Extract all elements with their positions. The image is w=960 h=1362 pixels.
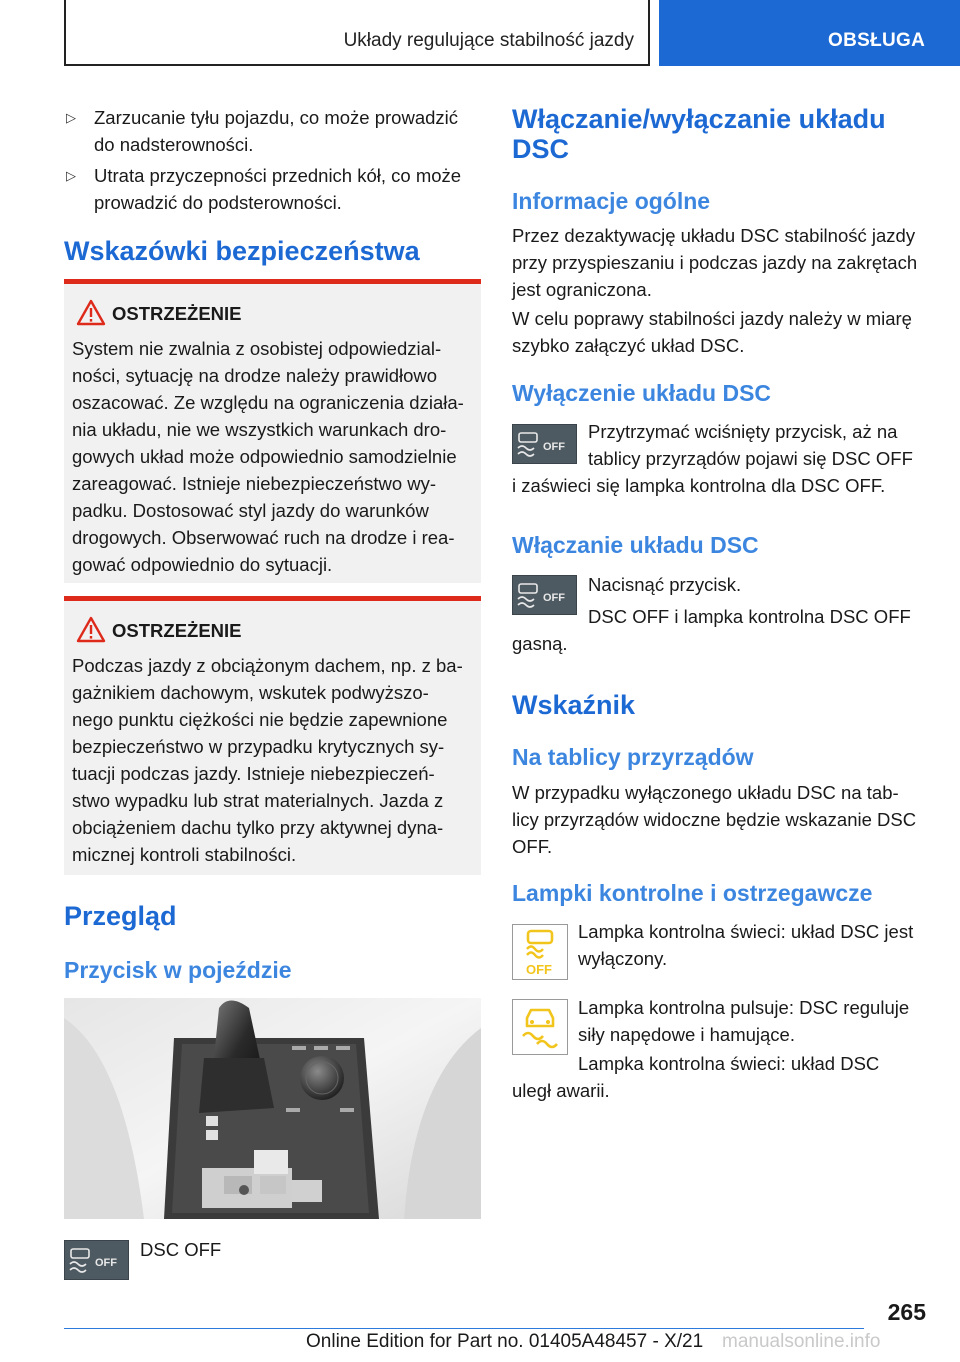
safety-heading: Wskazówki bezpieczeństwa: [64, 236, 420, 266]
center-console-photo: [64, 998, 481, 1219]
warning-line: bezpieczeństwo w przypadku krytycznych sy-: [72, 736, 445, 757]
main-heading-line-2: DSC: [512, 134, 570, 164]
dsc-off-lamp-icon: [512, 924, 568, 980]
text-line: licy przyrządów widoczne będzie wskazanie DSC: [512, 809, 917, 830]
warning-line: gowych układ może odpowiednio samodzielnie: [72, 446, 457, 467]
text-line: jest ograniczona.: [512, 279, 652, 300]
warning-line: ności, sytuację na drodze należy prawidłowo: [72, 365, 438, 386]
button-heading: Przycisk w pojeździe: [64, 957, 292, 983]
lamp-2-text-b-line-2: uległ awarii.: [512, 1080, 610, 1101]
header-section-tab: [659, 0, 960, 66]
text-line: W przypadku wyłączonego układu DSC na tab-: [512, 782, 899, 803]
disable-text-line-1: Przytrzymać wciśnięty przycisk, aż na: [588, 421, 898, 442]
warning-line: oszacować. Ze względu na ograniczenia działa-: [72, 392, 464, 413]
lamp-2-text-b-line-1: Lampka kontrolna świeci: układ DSC: [578, 1053, 880, 1074]
text-line: Przez dezaktywację układu DSC stabilność jazdy: [512, 225, 916, 246]
off-text-icon: OFF: [543, 441, 565, 453]
warning-box-1: [64, 279, 481, 583]
warning-line: micznej kontroli stabilności.: [72, 844, 297, 865]
off-text-icon: OFF: [543, 592, 565, 604]
bullet-1-line-1: Zarzucanie tyłu pojazdu, co może prowadzić: [94, 107, 459, 128]
warning-text: [72, 335, 464, 578]
text-line: W celu poprawy stabilności jazdy należy w miarę: [512, 308, 912, 329]
warning-line: tuacji podczas jazdy. Istnieje niebezpieczeń-: [72, 763, 435, 784]
edition-text: Online Edition for Part no. 01405A48457 - X/21: [306, 1331, 704, 1352]
general-info-heading: Informacje ogólne: [512, 188, 711, 214]
dsc-off-button-icon: [64, 1240, 129, 1280]
warning-line: nia układu, nie we wszystkich warunkach dro-: [72, 419, 447, 440]
warning-line: stwo wypadku lub strat materialnych. Jazda z: [72, 790, 444, 811]
header-chapter-box: [64, 0, 650, 66]
disable-text-line-2: tablicy przyrządów pojawi się DSC OFF: [588, 448, 913, 469]
watermark: manualsonline.info: [722, 1331, 881, 1352]
text-line: Lampka kontrolna świeci: układ DSC jest: [578, 921, 914, 942]
dsc-off-button-icon: [512, 575, 577, 615]
bullet-triangle-icon: ▷: [66, 168, 76, 183]
indicator-heading: Wskaźnik: [512, 690, 636, 720]
bullet-1-line-2: do nadsterowności.: [94, 134, 254, 155]
enable-dsc-heading: Włączanie układu DSC: [512, 532, 759, 558]
warning-bar: [64, 279, 481, 284]
lamp-2-text-a: [578, 994, 909, 1048]
bullet-2-line-2: prowadzić do podsterowności.: [94, 192, 342, 213]
footer-divider: [64, 1328, 864, 1329]
page-number: 265: [887, 1299, 926, 1325]
bullet-triangle-icon: ▷: [66, 110, 76, 125]
disable-text-line-3: i zaświeci się lampka kontrolna dla DSC OFF.: [512, 475, 886, 496]
warning-line: obciążeniem dachu tylko przy aktywnej dyna-: [72, 817, 444, 838]
bullet-item-1: [94, 104, 458, 158]
warning-text: [72, 652, 463, 868]
text-line: szybko załączyć układ DSC.: [512, 335, 745, 356]
text-line: OFF.: [512, 836, 553, 857]
warning-triangle-icon: [76, 299, 106, 326]
warning-title: OSTRZEŻENIE: [112, 620, 242, 641]
warning-line: nego punktu ciężkości nie będzie zapewnione: [72, 709, 448, 730]
text-line: siły napędowe i hamujące.: [578, 1024, 795, 1045]
off-text-icon: OFF: [526, 962, 552, 977]
section-title: OBSŁUGA: [828, 30, 926, 51]
chapter-title: Układy regulujące stabilność jazdy: [343, 30, 634, 51]
instrument-panel-heading: Na tablicy przyrządów: [512, 744, 754, 770]
bullet-item-2: [94, 162, 461, 216]
warning-line: zareagować. Istnieje niebezpieczeństwo wy-: [72, 473, 437, 494]
warning-title: OSTRZEŻENIE: [112, 303, 242, 324]
overview-heading: Przegląd: [64, 901, 177, 931]
text-line: Lampka kontrolna pulsuje: DSC reguluje: [578, 997, 910, 1018]
bullet-2-line-1: Utrata przyczepności przednich kół, co może: [94, 165, 462, 186]
general-info-paragraph-1: [512, 222, 917, 303]
disable-dsc-heading: Wyłączenie układu DSC: [512, 380, 772, 406]
warning-bar: [64, 596, 481, 601]
instrument-panel-text: [512, 779, 916, 860]
enable-text-1: Nacisnąć przycisk.: [588, 574, 742, 595]
main-heading-line-1: Włączanie/wyłączanie układu: [512, 104, 886, 134]
enable-text-2-line-1: DSC OFF i lampka kontrolna DSC OFF: [588, 606, 911, 627]
warning-line: padku. Dostosować styl jazdy do warunków: [72, 500, 429, 521]
warning-line: drogowych. Obserwować ruch na drodze i rea-: [72, 527, 455, 548]
text-line: przy przyspieszaniu i podczas jazdy na zakrętach: [512, 252, 918, 273]
dsc-off-button-icon: [512, 424, 577, 464]
warning-triangle-icon: [76, 616, 106, 643]
general-info-paragraph-2: [512, 305, 912, 359]
warning-line: gować odpowiednio do sytuacji.: [72, 554, 333, 575]
lamp-1-text: [578, 918, 913, 972]
dsc-active-lamp-icon: [512, 999, 568, 1055]
dsc-off-caption: DSC OFF: [140, 1239, 222, 1260]
main-heading: [512, 104, 886, 164]
warning-box-2: [64, 596, 481, 875]
warning-line: System nie zwalnia z osobistej odpowiedzial-: [72, 338, 442, 359]
warning-lamps-heading: Lampki kontrolne i ostrzegawcze: [512, 880, 873, 906]
off-text-icon: OFF: [95, 1257, 117, 1269]
warning-line: gażnikiem dachowym, wskutek podwyższo-: [72, 682, 429, 703]
text-line: wyłączony.: [578, 948, 668, 969]
enable-text-2-line-2: gasną.: [512, 633, 568, 654]
warning-line: Podczas jazdy z obciążonym dachem, np. z ba-: [72, 655, 463, 676]
